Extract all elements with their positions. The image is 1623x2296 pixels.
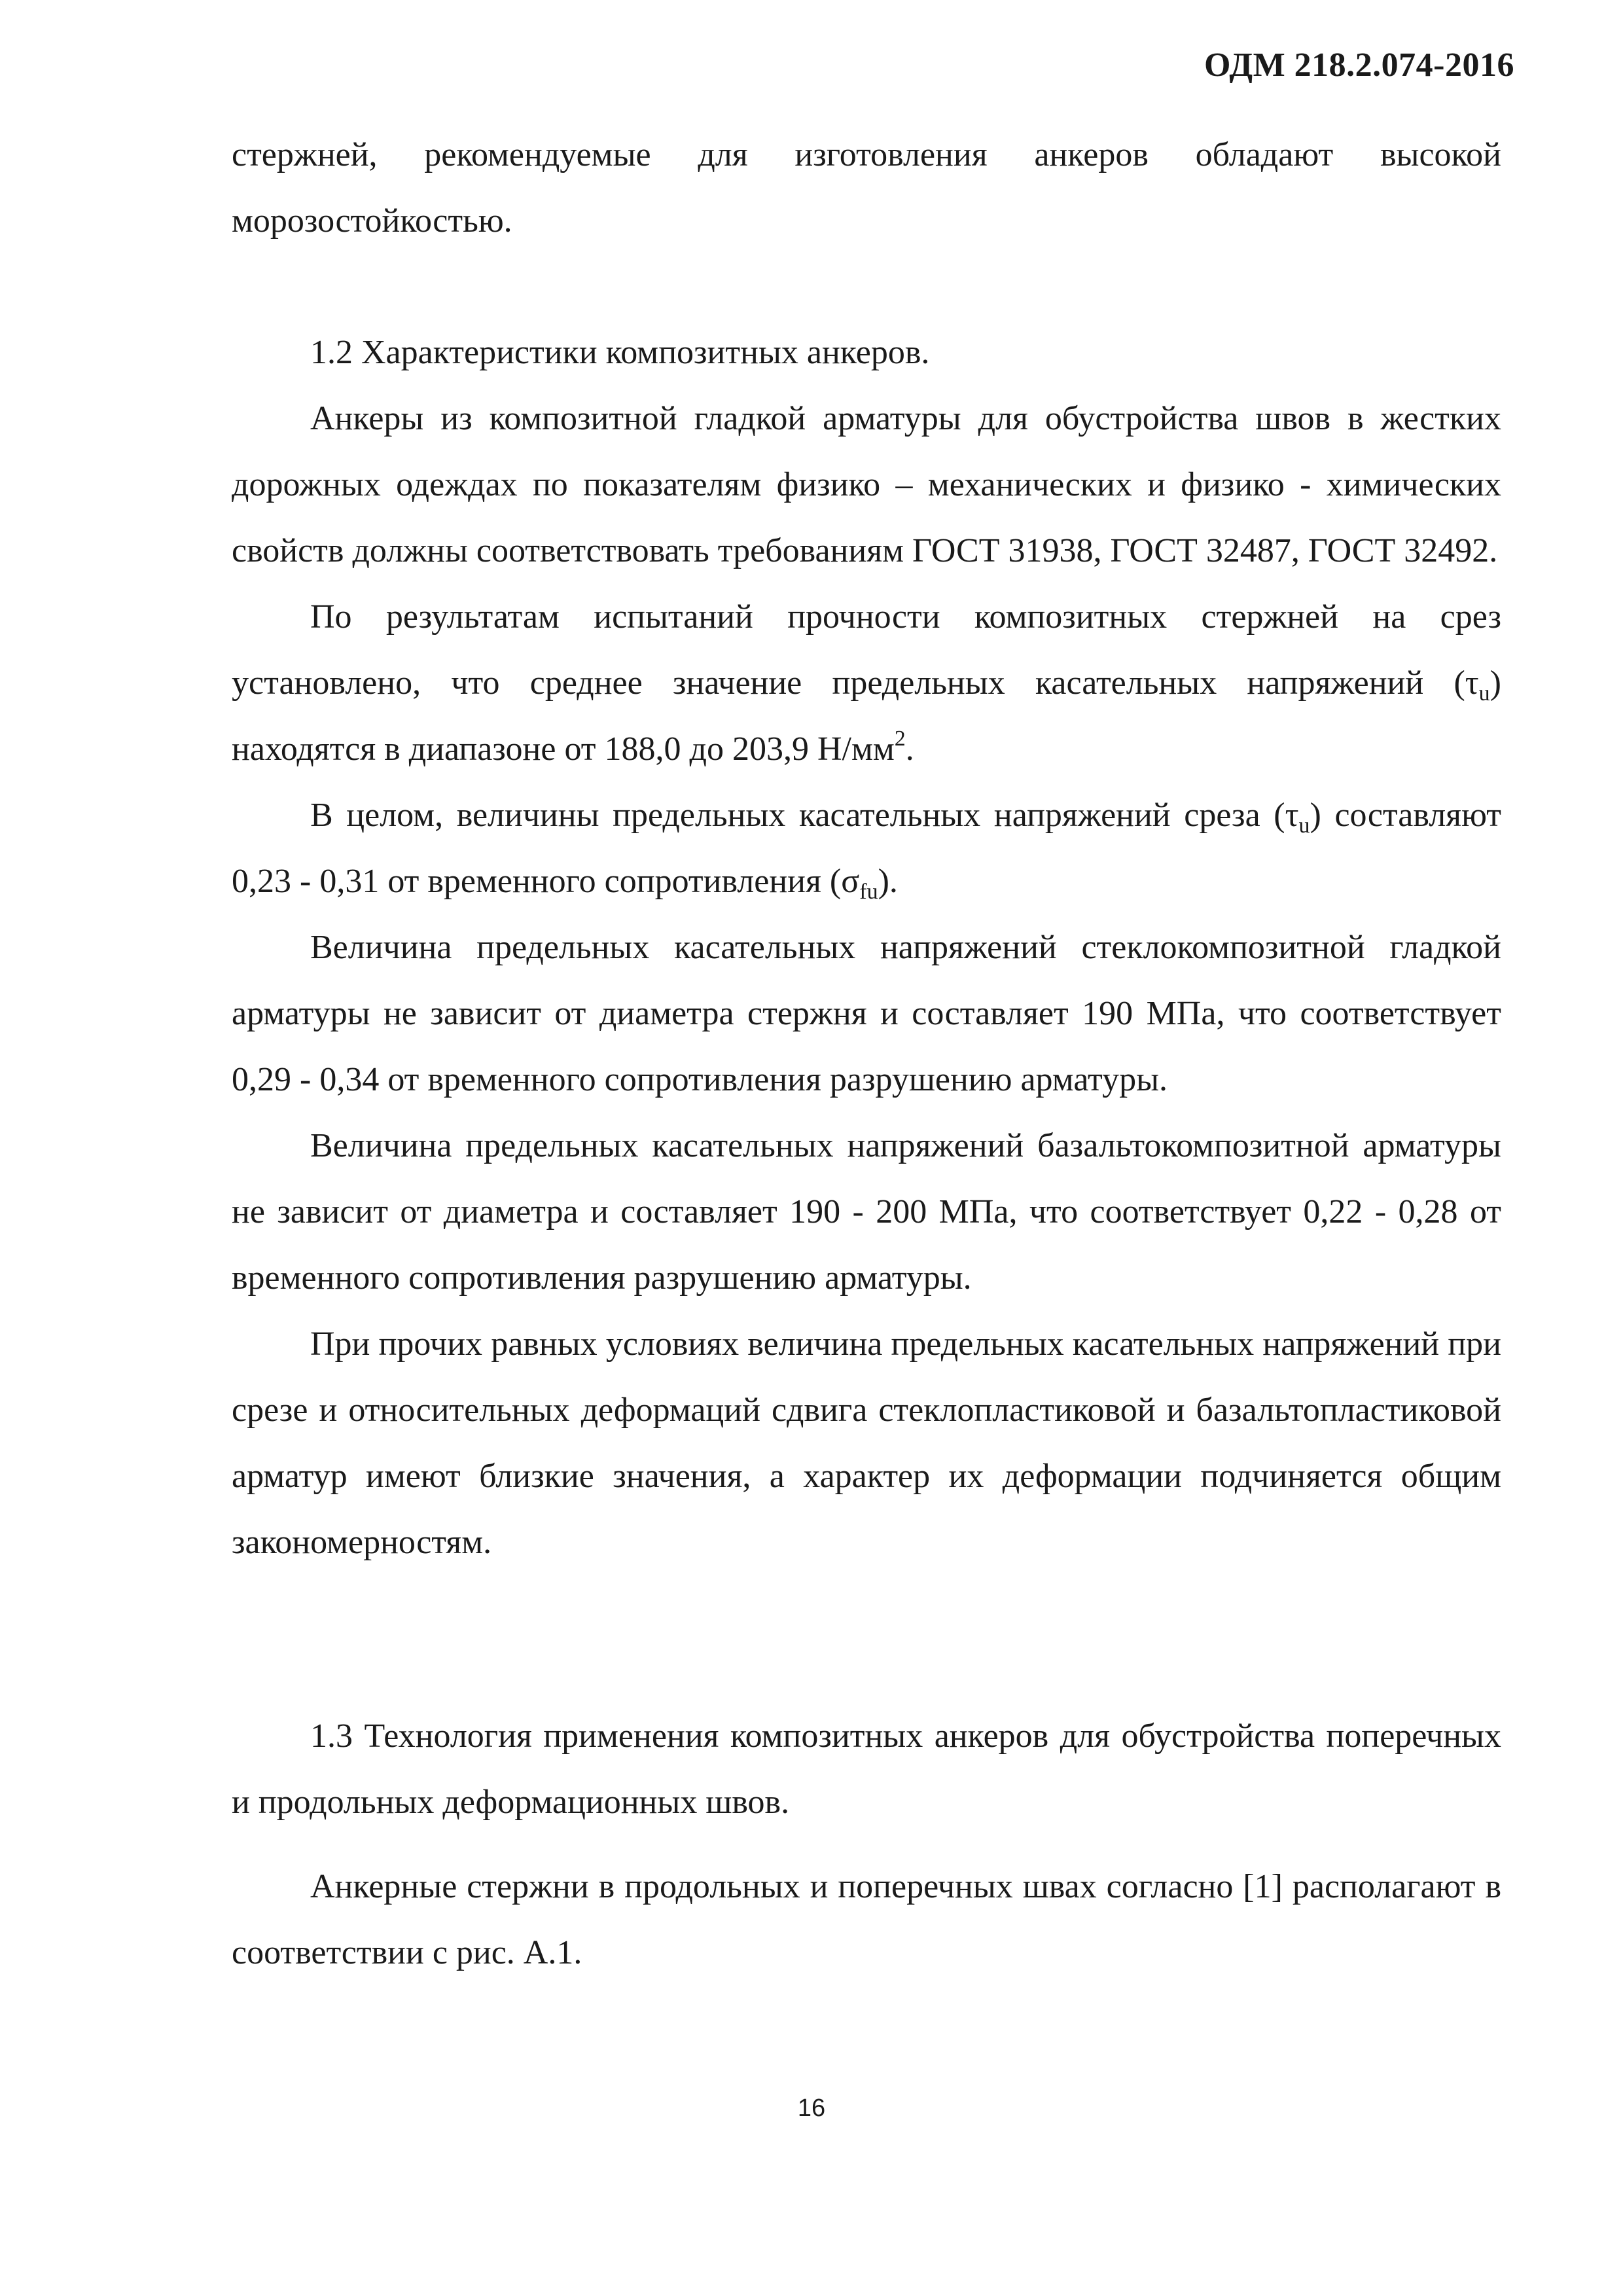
paragraph-text: По результатам испытаний прочности композитных стержней на срез установлено, что среднее значение предельных касательных напряжений (τ	[232, 598, 1501, 702]
paragraph-shear-ratio	[232, 782, 1501, 914]
paragraph-anchor-placement: Анкерные стержни в продольных и поперечных швах согласно [1] располагают в соответствии с рис. А.1.	[232, 1868, 1501, 1971]
paragraph-text: ) составляют 0,23 - 0,31 от временного сопротивления (σ	[232, 797, 1501, 900]
section-heading-1-2: 1.2 Характеристики композитных анкеров.	[310, 334, 930, 371]
superscript: 2	[894, 726, 906, 751]
subscript: u	[1478, 681, 1490, 706]
paragraph-text: В целом, величины предельных касательных напряжений среза (τ	[310, 797, 1299, 834]
paragraph-equal-conditions: При прочих равных условиях величина предельных касательных напряжений при срезе и относительных деформаций сдвига стеклопластиковой и базальтопластиковой арматур имеют близкие значения, а характер их деформации подчиняется общим закономерностям.	[232, 1325, 1501, 1561]
subscript: u	[1298, 814, 1310, 838]
paragraph-glass-composite: Величина предельных касательных напряжений стеклокомпозитной гладкой арматуры не зависит от диаметра стержня и составляет 190 МПа, что соответствует 0,29 - 0,34 от временного сопротивления разрушению арматуры.	[232, 929, 1501, 1098]
section-heading-1-3: 1.3 Технология применения композитных анкеров для обустройства поперечных и продольных деформационных швов.	[232, 1717, 1501, 1821]
paragraph-continuation: стержней, рекомендуемые для изготовления анкеров обладают высокой морозостойкостью.	[232, 136, 1501, 240]
paragraph-text: .	[905, 730, 914, 768]
paragraph-text: ).	[878, 863, 898, 900]
paragraph-basalt-composite: Величина предельных касательных напряжений базальтокомпозитной арматуры не зависит от диаметра и составляет 190 - 200 МПа, что соответствует 0,22 - 0,28 от временного сопротивления разрушению арматуры.	[232, 1127, 1501, 1297]
page-number: 16	[797, 2094, 826, 2122]
subscript: fu	[859, 880, 878, 904]
paragraph-shear-test-results	[232, 584, 1501, 782]
document-body	[232, 122, 1501, 1986]
paragraph-anchors-requirements: Анкеры из композитной гладкой арматуры для обустройства швов в жестких дорожных одеждах по показателям физико – механических и физико - химических свойств должны соответствовать требованиям ГОСТ 31938, ГОСТ 32487, ГОСТ 32492.	[232, 400, 1501, 569]
paragraph-text: ) находятся в диапазоне от 188,0 до 203,9 Н/мм	[232, 664, 1501, 768]
document-code: ОДМ 218.2.074-2016	[1204, 46, 1514, 84]
